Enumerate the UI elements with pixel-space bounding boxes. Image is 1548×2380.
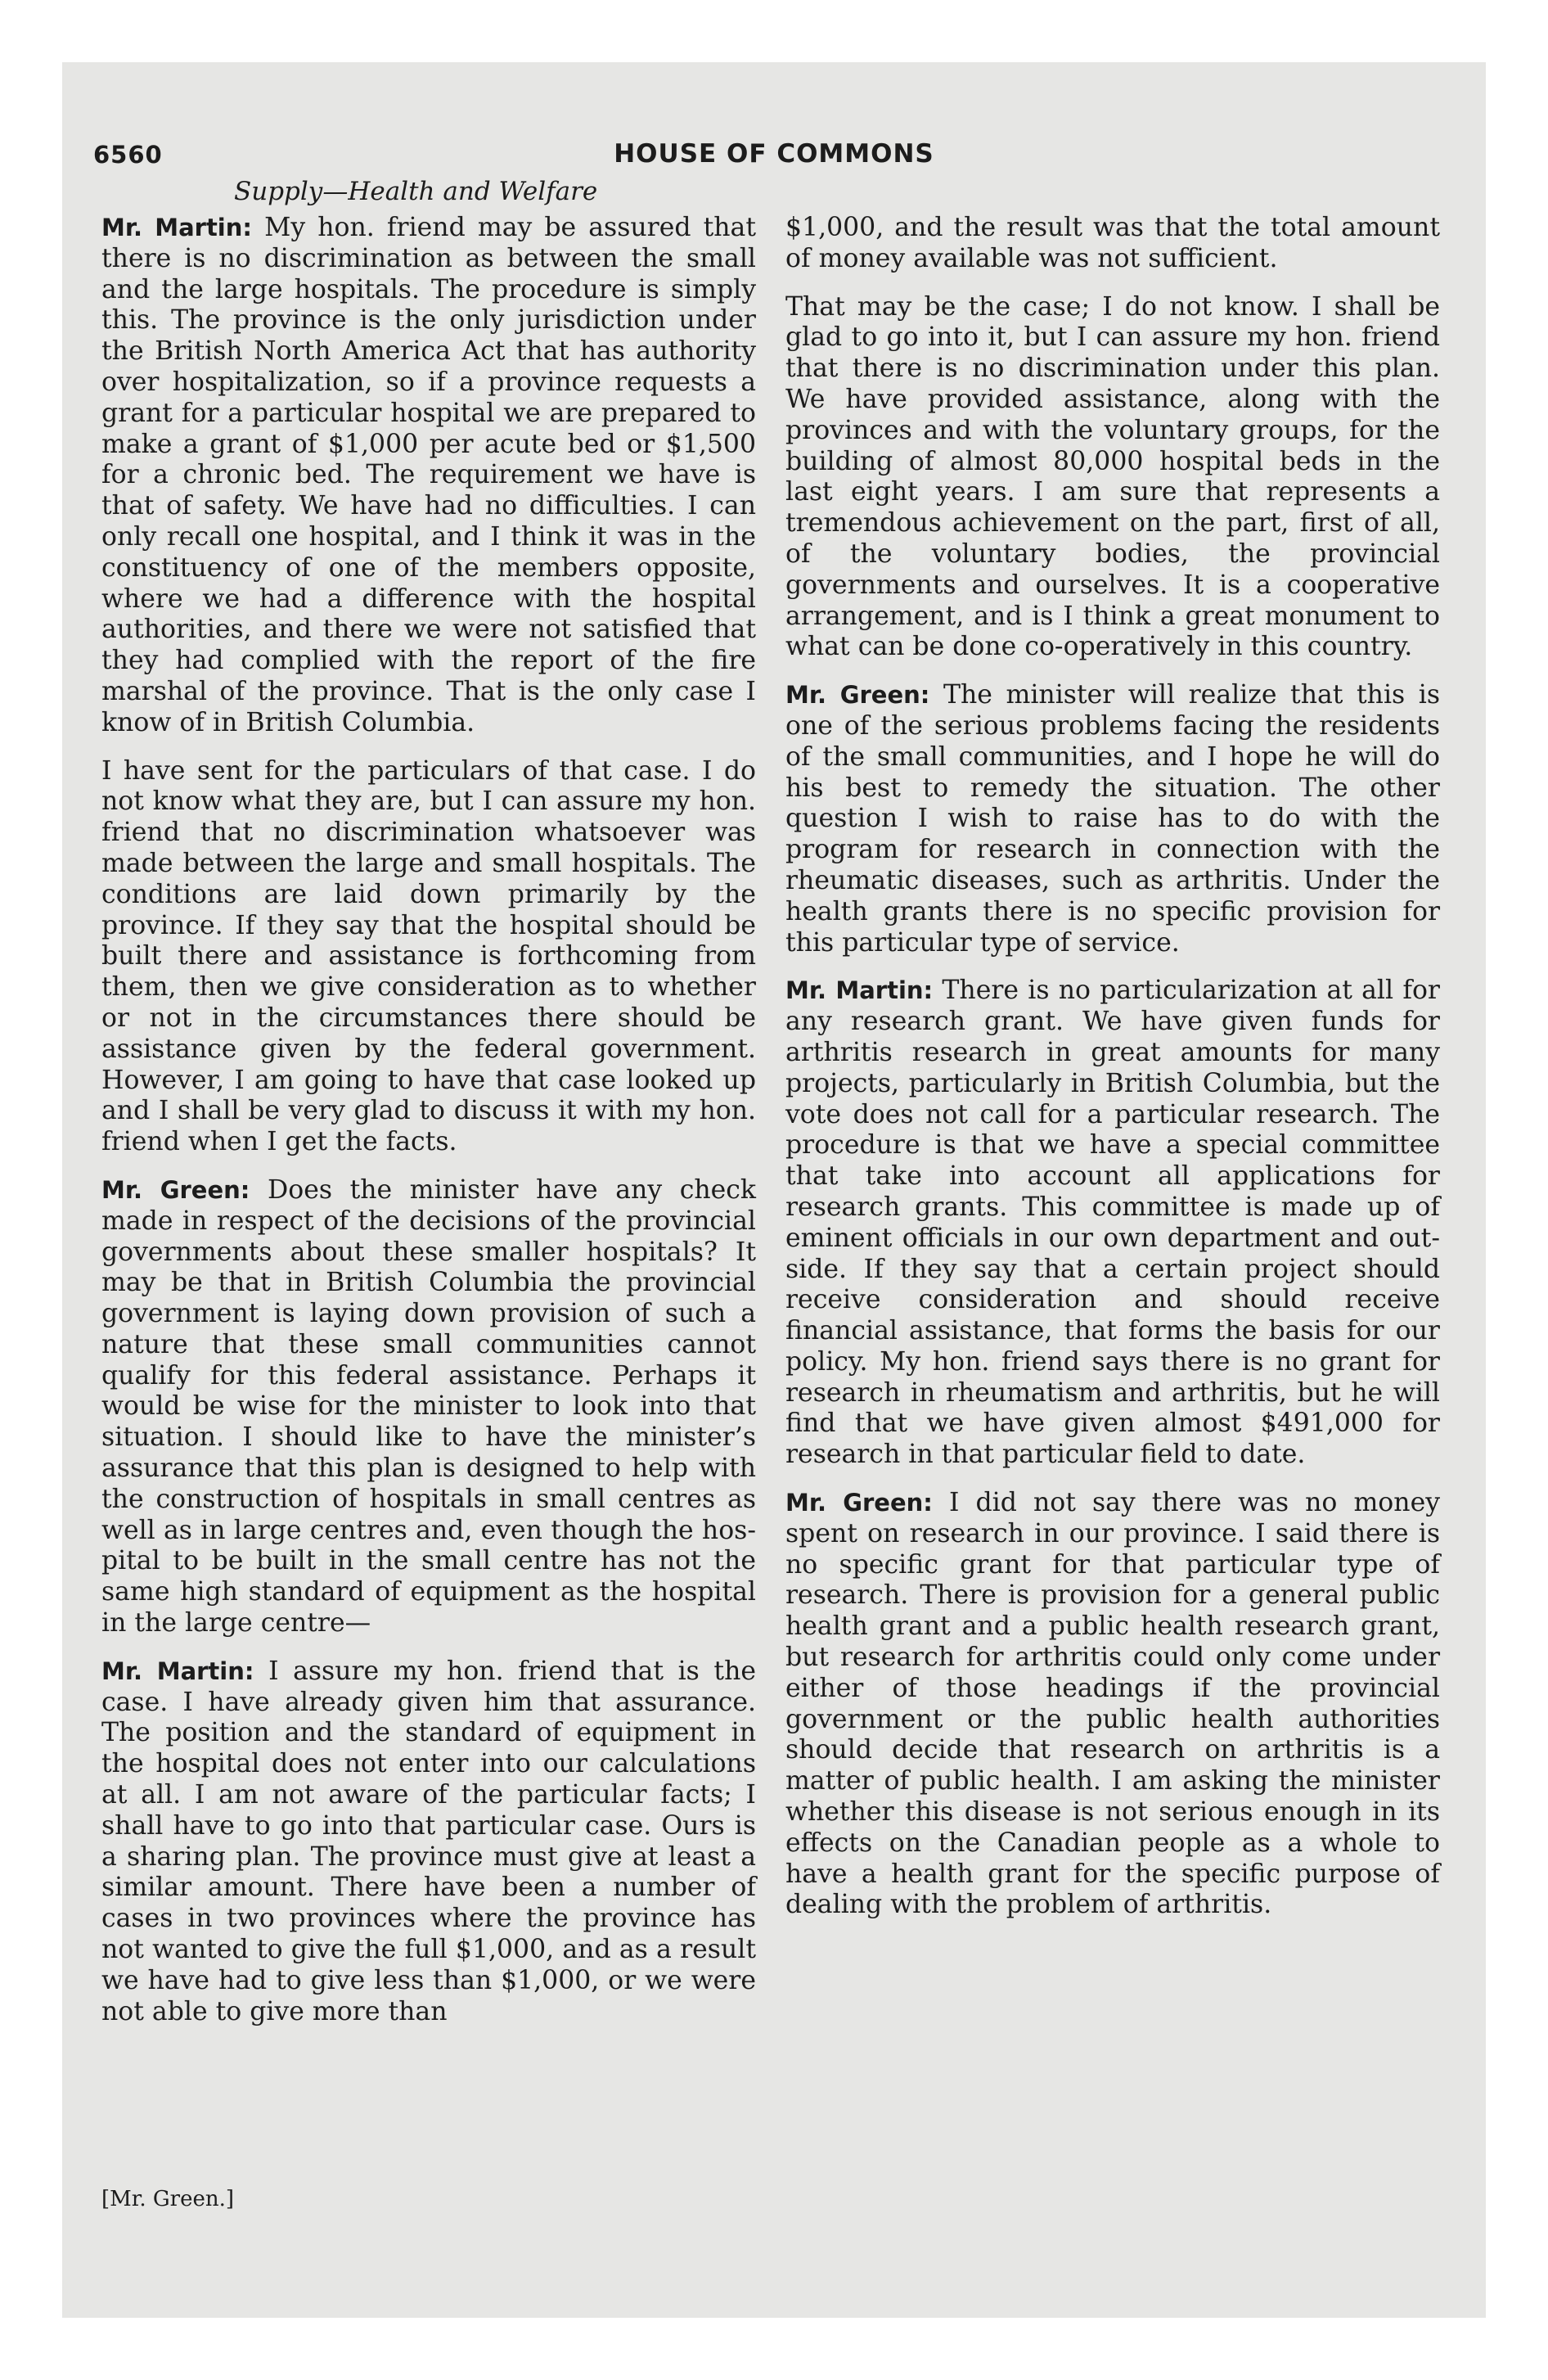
paragraph <box>101 1175 756 1639</box>
paragraph <box>101 756 756 1158</box>
running-head: HOUSE OF COMMONS <box>614 139 934 169</box>
subject-heading: Supply—Health and Welfare <box>234 177 598 206</box>
speaker-name: Mr. Green: <box>785 681 930 710</box>
paragraph-text: My hon. friend may be assured that there is no discrimination as between the small and the large hospitals. The procedure is simply this. The province is the only jurisdiction under the British North America Act that has authority over hospitalization, so if a province requests a grant for a particular hospital we are prepared to make a grant of $1,000 per acute bed or $1,500 for a chronic bed. The requirement we have is that of safety. We have had no difficulties. I can only recall one hospital, and I think it was in the constituency of one of the members opposite, where we had a difference with the hospital authorities, and there we were not satisfied that they had complied with the report of the fire marshal of the province. That is the only case I know of in British Columbia. <box>101 213 756 737</box>
paragraph-text: Does the minister have any check made in respect of the decisions of the provincial governments about these smaller hospitals? It may be that in British Columbia the provincial government is laying down provision of such a nature that these small communities cannot qualify for this federal assistance. Perhaps it would be wise for the minister to look into that situation. I should like to have the minister’s assurance that this plan is designed to help with the construction of hospitals in small centres as well as in large centres and, even though the hospital to be built in the small centre has not the same high standard of equipment as the hospital in the large centre— <box>101 1174 756 1639</box>
page <box>62 62 1486 2318</box>
paragraph-text: The minister will realize that this is one of the serious problems facing the residents of the small communities, and I hope he will do his best to remedy the situation. The other question I wish to raise has to do with the program for research in connection with the rheumatic diseases, such as arthritis. Under the health grants there is no specific provision for this particular type of service. <box>785 680 1441 958</box>
paragraph-text: There is no particularization at all for any research grant. We have given funds for arthritis research in great amounts for many projects, particularly in British Columbia, but the vote does not call for a particular research. The procedure is that we have a special committee that take into account all applications for research grants. This committee is made up of eminent officials in our own department and outside. If they say that a certain project should receive consideration and should receive financial assistance, that forms the basis for our policy. My hon. friend says there is no grant for research in rheumatism and arthritis, but he will find that we have given almost $491,000 for research in that particular field to date. <box>785 976 1440 1470</box>
speaker-name: Mr. Green: <box>785 1489 933 1517</box>
speaker-name: Mr. Green: <box>101 1175 250 1204</box>
paragraph <box>785 213 1440 275</box>
paragraph <box>785 292 1440 664</box>
paragraph-text: $1,000, and the result was that the total amount of money available was not sufficient. <box>785 213 1440 273</box>
right-column <box>785 213 1440 1938</box>
speaker-name: Mr. Martin: <box>785 976 934 1005</box>
paragraph-text: I assure my hon. friend that is the case. I have already given him that assurance. The position and the standard of equipment in the hospital does not enter into our calculations at all. I am not aware of the particular facts; I shall have to go into that particular case. Ours is a sharing plan. The province must give at least a similar amount. There have been a number of cases in two provinces where the province has not wanted to give the full $1,000, and as a result we have had to give less than $1,000, or we were not able to give more than <box>101 1656 756 2026</box>
paragraph <box>785 680 1440 958</box>
left-column <box>101 213 756 2044</box>
paragraph-text: That may be the case; I do not know. I shall be glad to go into it, but I can assure my hon. friend that there is no discrimination under this plan. We have provided assistance, along with the provinces and with the voluntary groups, for the building of almost 80,000 hospital beds in the last eight years. I am sure that represents a tremendous achievement on the part, first of all, of the voluntary bodies, the provincial governments and ourselves. It is a cooperative arrangement, and is I think a great monument to what can be done co-operatively in this country. <box>785 291 1440 662</box>
paragraph <box>101 213 756 739</box>
paragraph <box>785 976 1440 1471</box>
paragraph-text: I did not say there was no money spent on research in our province. I said there is no specific grant for that particular type of research. There is provision for a general public health grant and a public health research grant, but research for arthritis could only come under either of those headings if the provincial government or the public health authorities should decide that research on arthritis is a matter of public health. I am asking the minister whether this disease is not serious enough in its effects on the Canadian people as a whole to have a health grant for the specific purpose of dealing with the problem of arthritis. <box>785 1488 1440 1920</box>
speaker-name: Mr. Martin: <box>101 214 252 241</box>
paragraph <box>785 1488 1440 1921</box>
page-number: 6560 <box>93 141 163 169</box>
paragraph <box>101 1657 756 2028</box>
footer-note: [Mr. Green.] <box>101 2187 234 2211</box>
speaker-name: Mr. Martin: <box>101 1657 254 1685</box>
paragraph-text: I have sent for the particulars of that case. I do not know what they are, but I can assure my hon. friend that no discrimination whatsoever was made between the large and small hospitals. The conditions are laid down primarily by the province. If they say that the hospital should be built there and assistance is forthcoming from them, then we give consideration as to whether or not in the circumstances there should be assistance given by the federal government. However, I am going to have that case looked up and I shall be very glad to discuss it with my hon. friend when I get the facts. <box>101 755 756 1157</box>
